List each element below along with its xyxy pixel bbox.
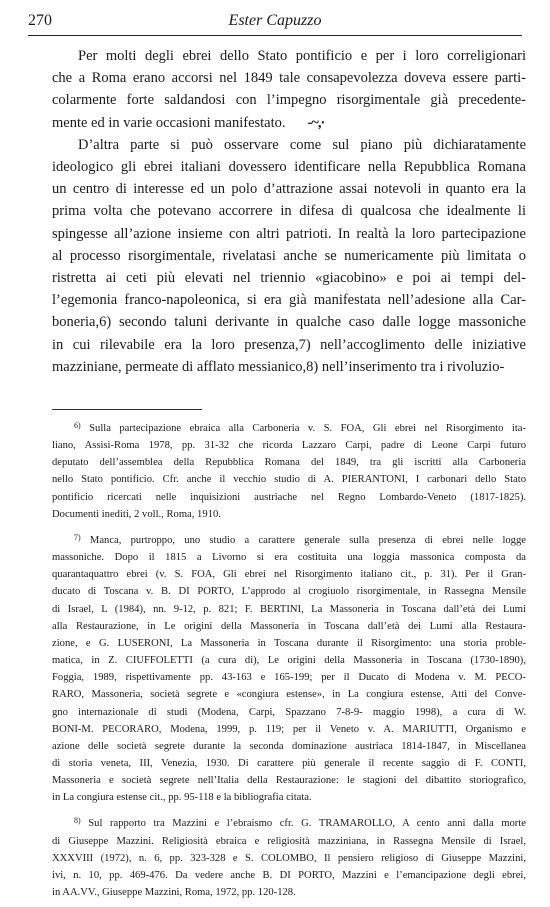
main-text — [52, 45, 526, 378]
footnote-line: ducato di Toscana v. B. DI PORTO, L’approdo al crogiuolo risorgimentale, in Rassegna Mensile — [52, 586, 526, 598]
footnote-line: alla Restaurazione, in Le origini della Massoneria in Toscana dall’età dei Lumi alla Restaura- — [52, 620, 526, 632]
footnote — [52, 417, 526, 523]
footnotes — [52, 417, 526, 907]
footnote-line: di storia veneta, III, Venezia, 1930. Di carattere più generale il recente saggio di F. CONTI, — [52, 757, 526, 769]
text-line: prima volta che potevano accorrere in difesa di qualcosa che idealmente li — [52, 203, 526, 220]
text-line: spingesse all’azione insieme con altri patrioti. In realtà la loro partecipazione — [52, 225, 526, 242]
page-header — [28, 12, 522, 34]
text-line: l’egemonia franco-napoleonica, si era già manifestata nell’adesione alla Car- — [52, 292, 526, 309]
text-line: colarmente forte saldandosi con l’impegno risorgimentale già precedente- — [52, 92, 526, 109]
text-line: che a Roma erano accorsi nel 1849 tale consapevolezza doveva essere parti- — [52, 70, 526, 87]
footnote-line: Massoneria e società segrete nell’Italia della Restaurazione: le stagioni del dibattito storiografico, — [52, 775, 526, 787]
footnote-line — [52, 812, 526, 832]
footnote-line: pontificio ricercati nelle inquisizioni austriache nel Regno Lombardo-Veneto (1817-1825). — [52, 491, 526, 503]
footnote-line: massoniche. Dopo il 1815 a Livorno si era costituita una loggia massonica composta da — [52, 552, 526, 564]
footnote-line: quarantaquattro ebrei (v. S. FOA, Gli ebrei nel Risorgimento italiano cit., p. 31). Per il Gran- — [52, 569, 526, 581]
footnote-line — [52, 529, 526, 549]
text-line-content: mente ed in varie occasioni manifestato. — [52, 114, 286, 131]
text-line: Per molti degli ebrei dello Stato pontificio e per i loro correligionari — [78, 48, 526, 64]
footnote-separator — [52, 409, 202, 410]
text-line: mazziniane, permeate di afflato messianico,8) nell’inserimento tra i rivoluzio- — [52, 358, 505, 375]
footnote-line: liano, Assisi-Roma 1978, pp. 31-32 che ricorda Lazzaro Carpi, padre di Leone Carpi futuro — [52, 440, 526, 452]
footnote-number: 6) — [74, 421, 81, 430]
footnote-line: ivi, n. 10, pp. 469-476. Da vedere anche B. DI PORTO, Mazzini e l’emancipazione degli ebrei, — [52, 869, 526, 881]
footnote-line: in AA.VV., Giuseppe Mazzini, Roma, 1972, pp. 120-128. — [52, 887, 296, 899]
footnote-line: di Israel, L (1984), nn. 9-12, p. 821; F. BERTINI, La Massoneria in Toscana dall’età dei Lumi — [52, 603, 526, 615]
footnote-line: in La congiura estense cit., pp. 95-118 e la bibliografia citata. — [52, 792, 312, 804]
footnote-line: zione, e G. LUSERONI, La Massoneria in Toscana durante il Risorgimento: una storia proble- — [52, 637, 526, 649]
text-line: boneria,6) secondo taluni derivante in qualche caso dalle logge massoniche — [52, 314, 526, 331]
footnote-line: di Giuseppe Mazzini. Religiosità ebraica e religiosità mazziniana, in Rassegna Mensile di Israel, — [52, 835, 526, 847]
footnote-line — [52, 417, 526, 437]
footnote-line: matica, in Z. CIUFFOLETTI (a cura di), Le origini della Massoneria in Toscana (1730-1890), — [52, 655, 526, 667]
text-line — [52, 112, 526, 134]
footnote-line: BONI-M. PECORARO, Modena, 1999, p. 119; per il Veneto v. A. MARIUTTI, Organismo e — [52, 723, 526, 735]
footnote-number: 7) — [74, 532, 81, 542]
text-line: ideologico gli ebrei italiani dovessero identificare nella Repubblica Romana — [52, 159, 526, 176]
page-number: 270 — [28, 12, 52, 29]
footnote-text: Sul rapporto tra Mazzini e l’ebraismo cfr. G. TRAMAROLLO, A cento anni dalla morte — [88, 818, 526, 830]
footnote-line: azione delle società segrete durante la seconda dominazione austriaca 1814-1847, in Miscellanea — [52, 740, 526, 752]
footnote — [52, 812, 526, 901]
paragraph — [52, 45, 526, 134]
footnote-line: gno internazionale di studi (Modena, Carpi, Spazzano 7-8-9- maggio 1998), a cura di W. — [52, 706, 526, 718]
text-line: un centro di interesse ed un polo d’attrazione assai notevoli in quanto era la — [52, 181, 526, 198]
footnote-number: 8) — [74, 816, 81, 826]
footnote-line: deputato dell’assemblea della Repubblica Romana del 1849, tra gli iscritti alla Carboneria — [52, 457, 526, 469]
text-line: in cui rilevabile era la loro presenza,7) nell’accoglimento delle iniziative — [52, 336, 526, 353]
footnote-line: XXXVIII (1972), n. 6, pp. 323-328 e S. COLOMBO, Il pensiero religioso di Giuseppe Mazzini, — [52, 852, 526, 864]
text-line: D’altra parte si può osservare come sul piano più dichiaratamente — [78, 136, 526, 153]
paragraph — [52, 134, 526, 378]
running-title: Ester Capuzzo — [228, 12, 322, 29]
footnote-text: Sulla partecipazione ebraica alla Carboneria v. S. FOA, Gli ebrei nel Risorgimento ita- — [89, 423, 526, 434]
footnote-line: Documenti inediti, 2 voll., Roma, 1910. — [52, 508, 221, 520]
header-rule — [28, 35, 522, 36]
footnote-text: Manca, purtroppo, uno studio a carattere generale sulla presenza di ebrei nelle logge — [89, 534, 526, 546]
ink-mark: -~,· — [307, 114, 325, 131]
text-line: ristretta ai ceti più elevati nel triennio «giacobino» e poi ai tempi del- — [52, 270, 526, 287]
footnote — [52, 529, 526, 807]
text-line: al processo risorgimentale, rivelatasi anche se numericamente più limitata o — [52, 247, 526, 264]
footnote-line: nello Stato pontificio. Cfr. anche il vecchio studio di A. PIERANTONI, I carbonari dello Stato — [52, 474, 526, 486]
footnote-line: Foggia, 1989, rispettivamente pp. 43-163 e 165-199; per il Ducato di Modena v. M. PECO- — [52, 672, 526, 684]
footnote-line: RARO, Massoneria, società segrete e «congiura estense», in La congiura estense, Atti del Conve- — [52, 689, 526, 701]
